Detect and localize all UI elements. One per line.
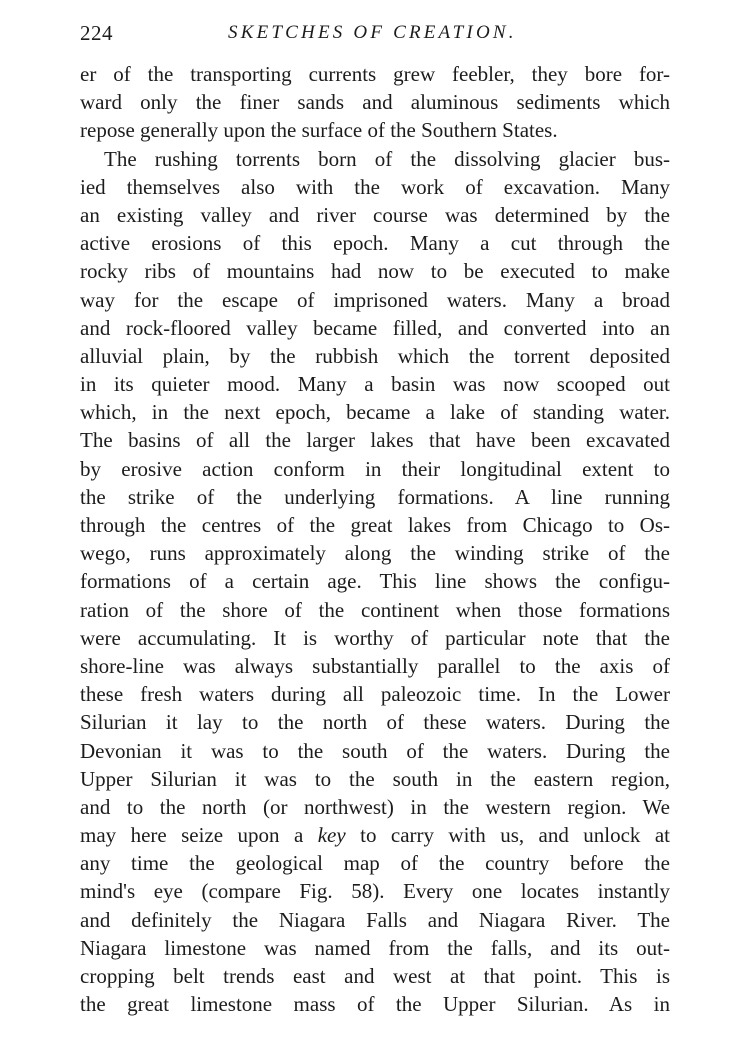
text-line: way for the escape of imprisoned waters. Many a broad <box>80 287 670 312</box>
text-line: shore-line was always substantially parallel to the axis of <box>80 653 670 678</box>
text-line: wego, runs approximately along the winding strike of the <box>80 541 670 566</box>
running-title: SKETCHES OF CREATION. <box>228 22 517 43</box>
text-line: mind's eye (compare Fig. 58). Every one locates instantly <box>80 879 670 904</box>
running-head <box>80 19 680 49</box>
page-number: 224 <box>80 21 113 45</box>
text-line: rocky ribs of mountains had now to be executed to make <box>80 259 670 284</box>
text-line: by erosive action conform in their longitudinal extent to <box>80 456 670 481</box>
text-line: er of the transporting currents grew feebler, they bore for- <box>80 62 670 86</box>
text-line: active erosions of this epoch. Many a cut through the <box>80 231 670 256</box>
text-line: The basins of all the larger lakes that have been excavated <box>80 428 670 453</box>
text-line: repose generally upon the surface of the Southern States. <box>80 118 558 143</box>
text-line: the strike of the underlying formations. A line running <box>80 484 670 509</box>
text-line: Silurian it lay to the north of these waters. During the <box>80 710 670 735</box>
text-segment: to carry with us, and unlock at <box>360 823 671 848</box>
text-line: ration of the shore of the continent when those formations <box>80 597 670 622</box>
text-line: were accumulating. It is worthy of particular note that the <box>80 625 670 650</box>
text-line: formations of a certain age. This line shows the configu- <box>80 569 670 594</box>
text-line: these fresh waters during all paleozoic time. In the Lower <box>80 682 670 707</box>
paragraph-first-line: The rushing torrents born of the dissolving glacier bus- <box>104 146 670 171</box>
text-line: through the centres of the great lakes from Chicago to Os- <box>80 513 670 537</box>
text-line: ied themselves also with the work of excavation. Many <box>80 174 670 199</box>
text-line-with-italic <box>80 821 670 849</box>
body-text <box>80 60 670 1018</box>
text-line: alluvial plain, by the rubbish which the torrent deposited <box>80 343 670 368</box>
italic-word: key <box>317 823 346 848</box>
text-line: any time the geological map of the country before the <box>80 851 670 876</box>
text-line: Upper Silurian it was to the south in the eastern region, <box>80 766 670 791</box>
text-line: Niagara limestone was named from the falls, and its out- <box>80 935 670 960</box>
text-line: in its quieter mood. Many a basin was now scooped out <box>80 372 670 397</box>
text-line: which, in the next epoch, became a lake of standing water. <box>80 400 670 425</box>
text-line: and rock-floored valley became filled, and converted into an <box>80 315 670 340</box>
text-line: and definitely the Niagara Falls and Niagara River. The <box>80 907 670 932</box>
text-line: Devonian it was to the south of the waters. During the <box>80 738 670 763</box>
text-line: the great limestone mass of the Upper Silurian. As in <box>80 992 670 1017</box>
text-line: an existing valley and river course was determined by the <box>80 202 670 227</box>
text-line: ward only the finer sands and aluminous sediments which <box>80 90 670 115</box>
text-segment: may here seize upon a <box>80 823 304 848</box>
text-line: and to the north (or northwest) in the western region. We <box>80 794 670 819</box>
text-line: cropping belt trends east and west at that point. This is <box>80 964 670 988</box>
